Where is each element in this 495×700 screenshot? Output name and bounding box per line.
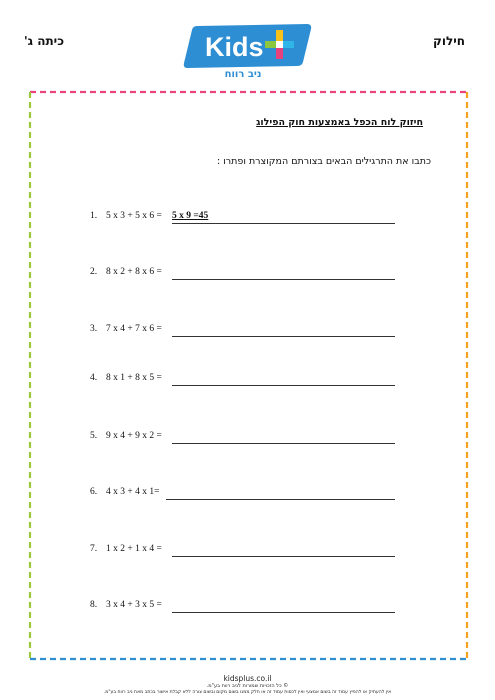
worksheet-title: חיזוק לוח הכפל באמצעות חוק הפילוג [256,117,423,128]
answer-line [172,443,395,444]
answer-line [172,612,395,613]
exercise-number: 1. [90,211,98,221]
exercise-row-8 [90,600,395,614]
logo-subtitle: ניב רווח [224,69,262,78]
worksheet-instructions: כתבו את התרגילים הבאים בצורתם המקוצרת ופתרו : [216,156,431,167]
exercise-expression: 8 x 2 + 8 x 6 = [106,267,162,277]
exercise-number: 6. [90,487,98,497]
exercise-expression: 4 x 3 + 4 x 1= [106,487,160,497]
logo-text: Kids [205,32,264,62]
answer-line [166,499,395,500]
footer-copyright: © כל הזכויות שמורות לניב רווח בע"מ. [206,683,289,689]
exercise-row-4 [90,373,395,387]
exercise-expression: 9 x 4 + 9 x 2 = [106,431,162,441]
kids-logo-graphic [183,22,315,78]
subject-label: חילוק [433,34,465,48]
exercise-expression: 1 x 2 + 1 x 4 = [106,544,162,554]
answer-line [172,336,395,337]
exercise-number: 8. [90,600,98,610]
exercise-expression: 7 x 4 + 7 x 6 = [106,324,162,334]
exercise-expression: 5 x 3 + 5 x 6 = [106,211,162,221]
exercise-number: 3. [90,324,98,334]
exercise-number: 2. [90,267,98,277]
footer-website[interactable]: kidsplus.co.il [223,674,272,683]
answer-line [172,223,395,224]
exercise-row-6 [90,487,395,501]
answer-line [172,385,395,386]
page-header [0,0,495,85]
exercise-row-7 [90,544,395,558]
exercise-expression: 3 x 4 + 3 x 5 = [106,600,162,610]
answer-line [172,556,395,557]
exercise-row-5 [90,431,395,445]
kids-logo [183,22,315,78]
grade-label: כיתה ג' [24,34,64,48]
exercise-number: 5. [90,431,98,441]
exercise-row-1 [90,211,395,225]
answer-line [172,279,395,280]
footer-legal-notice: אין להעתיק או להפיץ עמוד זה בשום אמצעי ואין לכסות עמוד זה או חלק ממנו בשום מקום ובשום צורה ללא קבלת אישור בכתב מאת ניב רווח בע"מ. [103,690,392,695]
exercise-row-2 [90,267,395,281]
exercise-number: 7. [90,544,98,554]
exercise-row-3 [90,324,395,338]
exercise-number: 4. [90,373,98,383]
exercise-expression: 8 x 1 + 8 x 5 = [106,373,162,383]
exercise-answer[interactable]: 5 x 9 =45 [172,211,209,221]
